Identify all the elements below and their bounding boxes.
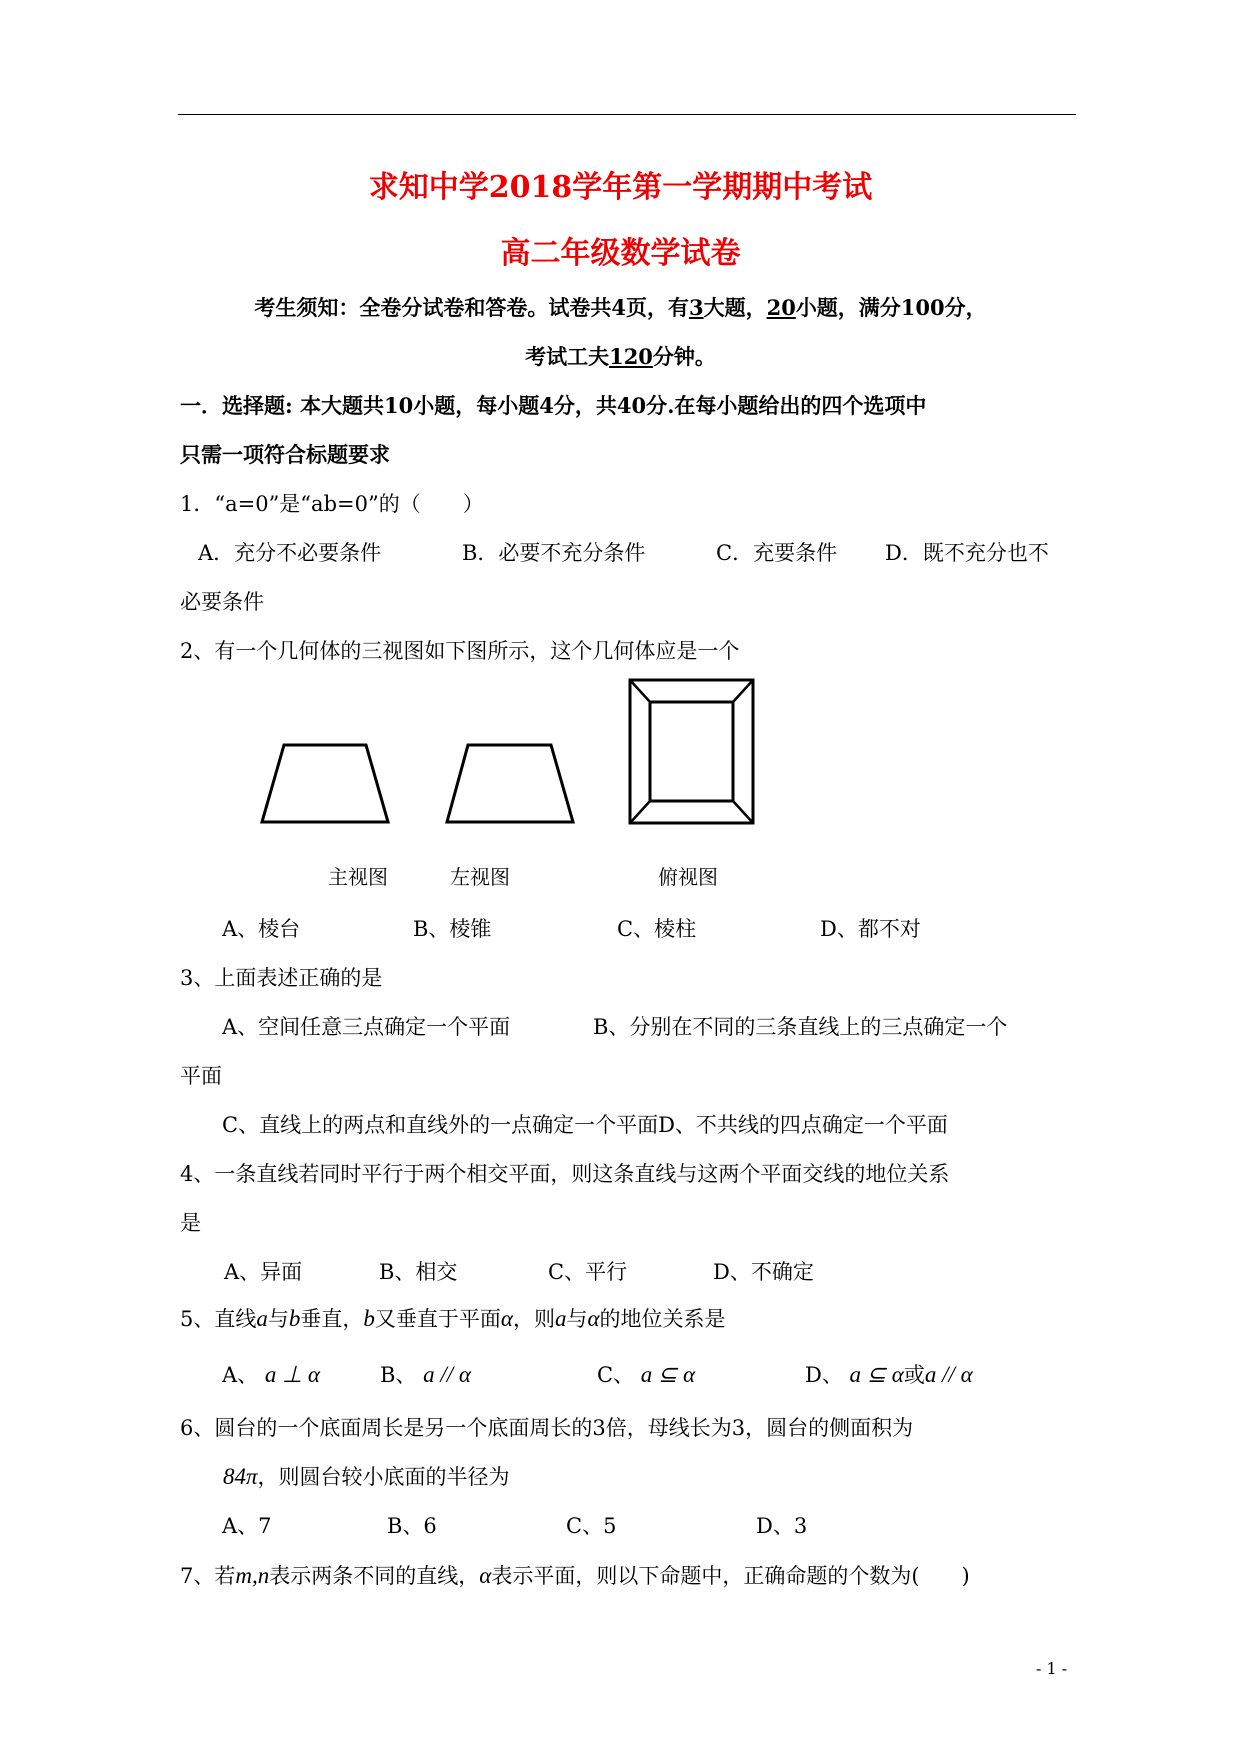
question-6-stem: 6、圆台的一个底面周长是另一个底面周长的3倍，母线长为3，圆台的侧面积为 — [180, 1416, 914, 1440]
section-heading-cont: 只需一项符合标题要求 — [180, 442, 390, 467]
q3-option-c: C、直线上的两点和直线外的一点确定一个平面D、不共线的四点确定一个平面 — [222, 1113, 948, 1137]
sections-count: 3 — [688, 295, 704, 320]
question-5-stem: 5、直线a与b垂直，b又垂直于平面α，则a与α的地位关系是 — [180, 1306, 726, 1331]
var-a: a — [256, 1306, 268, 1331]
q1-option-a: A．充分不必要条件 — [198, 541, 382, 565]
q5-option-a: A、 a ⊥ α — [222, 1362, 320, 1387]
question-3-stem: 3、上面表述正确的是 — [180, 966, 383, 990]
question-7-stem: 7、若m,n表示两条不同的直线，α表示平面，则以下命题中，正确命题的个数为( ) — [180, 1563, 970, 1588]
var-b: b — [363, 1306, 375, 1331]
q1-option-d-cont: 必要条件 — [180, 590, 264, 614]
q5-option-d: D、 a ⊆ α或a // α — [805, 1362, 973, 1387]
page-number: - 1 - — [1036, 1659, 1068, 1678]
exam-subtitle: 高二年级数学试卷 — [500, 236, 741, 271]
var-mn: m,n — [235, 1563, 270, 1588]
q4-option-c: C、平行 — [548, 1260, 628, 1284]
section-heading: 一．选择题: 本大题共10小题，每小题4分，共40分.在每小题给出的四个选项中 — [180, 393, 927, 418]
q2-option-a: A、棱台 — [222, 917, 301, 941]
side-view-label: 左视图 — [450, 865, 510, 889]
notice-line-2: 考试工夫120分钟。 — [525, 344, 716, 369]
var-b: b — [288, 1306, 301, 1331]
q6-option-b: B、6 — [387, 1514, 437, 1538]
q6-option-c: C、5 — [566, 1514, 617, 1538]
q1-option-d: D．既不充分也不 — [885, 541, 1049, 565]
question-6-stem-cont: 84π，则圆台较小底面的半径为 — [223, 1464, 510, 1489]
front-view-label: 主视图 — [328, 865, 388, 889]
q5-option-b: B、 a // α — [380, 1362, 471, 1387]
question-2-stem: 2、有一个几何体的三视图如下图所示，这个几何体应是一个 — [180, 639, 740, 663]
q4-option-a: A、异面 — [224, 1260, 303, 1284]
q3-option-b-cont: 平面 — [180, 1064, 222, 1088]
q5-option-c: C、 a ⊆ α — [597, 1362, 696, 1387]
top-view-figure — [625, 675, 760, 830]
front-view-figure — [255, 740, 395, 826]
lateral-area: 84π — [223, 1464, 258, 1489]
question-4-stem: 4、一条直线若同时平行于两个相交平面，则这条直线与这两个平面交线的地位关系 — [180, 1162, 950, 1186]
q2-option-d: D、都不对 — [820, 917, 921, 941]
q4-option-d: D、不确定 — [713, 1260, 814, 1284]
q1-option-c: C．充要条件 — [716, 541, 838, 565]
q3-option-b: B、分别在不同的三条直线上的三点确定一个 — [593, 1015, 1008, 1039]
q2-option-c: C、棱柱 — [617, 917, 697, 941]
var-alpha: α — [479, 1563, 492, 1588]
top-view-label: 俯视图 — [658, 865, 718, 889]
side-view-figure — [440, 740, 580, 826]
q3-option-d: D、不共线的四点确定一个平面 — [658, 1113, 948, 1137]
exam-minutes: 120 — [609, 344, 653, 369]
notice-line-1: 考生须知：全卷分试卷和答卷。试卷共4页，有3大题，20小题，满分100分， — [254, 295, 987, 320]
questions-count: 20 — [766, 295, 796, 320]
exam-title: 求知中学2018学年第一学期期中考试 — [368, 170, 873, 205]
q6-option-d: D、3 — [756, 1514, 808, 1538]
header-rule — [178, 114, 1076, 115]
q1-option-b: B．必要不充分条件 — [462, 541, 646, 565]
question-1-stem: 1．“a=0”是“ab=0”的（ ） — [180, 492, 484, 516]
q4-option-b: B、相交 — [379, 1260, 458, 1284]
q2-option-b: B、棱锥 — [413, 917, 492, 941]
q6-option-a: A、7 — [222, 1514, 272, 1538]
var-alpha: α — [587, 1306, 600, 1331]
q3-option-a: A、空间任意三点确定一个平面 — [222, 1015, 511, 1039]
var-a: a — [554, 1306, 567, 1331]
var-alpha: α — [500, 1306, 513, 1331]
question-4-stem-cont: 是 — [180, 1211, 201, 1235]
